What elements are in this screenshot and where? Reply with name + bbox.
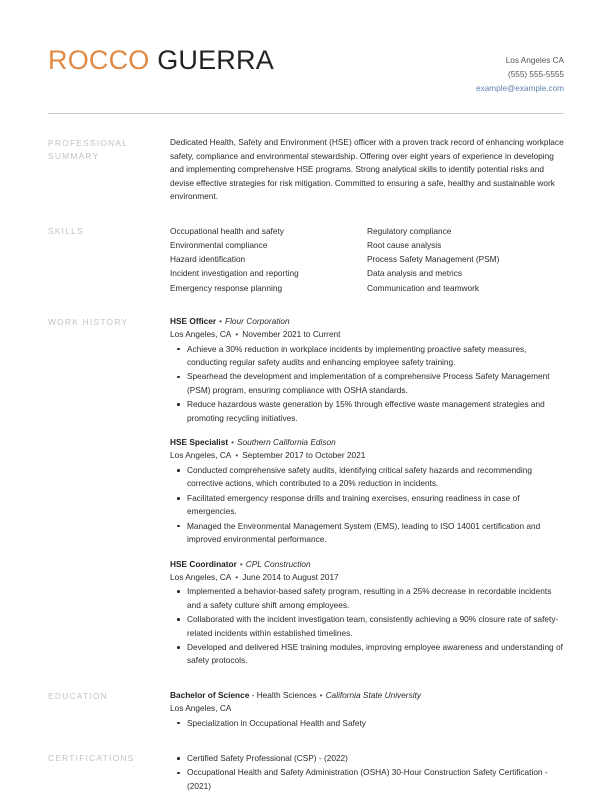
- job-bullet: Conducted comprehensive safety audits, identifying critical safety hazards and recommending corrective actions, which contributed to a 20% reduction in incidents.: [187, 464, 564, 491]
- education-bullet: Specialization in Occupational Health and Safety: [187, 717, 564, 730]
- resume-header: [48, 40, 564, 96]
- skill-item: Data analysis and metrics: [367, 268, 462, 279]
- job-bullet: Managed the Environmental Management System (EMS), leading to ISO 14001 certification and improved environmental performance.: [187, 520, 564, 547]
- contact-phone: (555) 555-5555: [508, 70, 564, 80]
- certification-item: Occupational Health and Safety Administration (OSHA) 30-Hour Construction Safety Certification - (2021): [187, 766, 564, 793]
- job-title: HSE Officer: [170, 315, 217, 326]
- section-work-history: [48, 295, 564, 669]
- candidate-first-name: ROCCO: [48, 45, 150, 75]
- job-company: Southern California Edison: [237, 437, 336, 448]
- certifications-list: [170, 752, 564, 793]
- job-bullet-list: [170, 585, 564, 668]
- skills-column-left: [170, 224, 367, 295]
- job-dates: November 2021 to Current: [242, 329, 341, 340]
- job-title: HSE Specialist: [170, 437, 229, 448]
- contact-block: [476, 46, 564, 96]
- section-label-professional-summary: PROFESSIONAL SUMMARY: [48, 138, 128, 162]
- job-dates: September 2017 to October 2021: [242, 450, 366, 461]
- job-meta-separator-dot: •: [235, 329, 239, 340]
- skill-item: Emergency response planning: [170, 282, 283, 293]
- education-body: [170, 689, 564, 731]
- job-bullet-list: [170, 343, 564, 426]
- work-history-body: [170, 315, 564, 669]
- job-bullet: Reduce hazardous waste generation by 15% through effective waste management strategies and promoting recycling initiatives.: [187, 398, 564, 425]
- job-bullet: Facilitated emergency response drills and training exercises, ensuring readiness in case of emergencies.: [187, 492, 564, 519]
- section-skills: [48, 204, 564, 295]
- job-company: Flour Corporation: [225, 315, 290, 326]
- job-bullet: Implemented a behavior-based safety program, resulting in a 25% decrease in recordable incidents and a safety culture shift among employees.: [187, 585, 564, 612]
- job-dates: June 2014 to August 2017: [242, 571, 339, 582]
- skill-item: Process Safety Management (PSM): [367, 254, 500, 265]
- education-field: - Health Sciences: [251, 689, 317, 700]
- job-bullet: Spearhead the development and implementation of a comprehensive Process Safety Management (PSM) program, ensuring compliance with OSHA standards.: [187, 370, 564, 397]
- job-meta-separator-dot: •: [235, 571, 239, 582]
- certification-item: Certified Safety Professional (CSP) - (2022): [187, 752, 564, 765]
- skills-body: [170, 224, 564, 295]
- job-meta-separator-dot: •: [235, 450, 239, 461]
- job-bullet-list: [170, 464, 564, 547]
- skills-column-right: [367, 224, 564, 295]
- skill-item: Communication and teamwork: [367, 282, 480, 293]
- candidate-name: [48, 46, 274, 76]
- summary-body: [170, 136, 564, 203]
- section-certifications: [48, 731, 564, 794]
- job-entry: [170, 558, 564, 668]
- job-separator-dot: •: [219, 315, 223, 326]
- job-entry: [170, 315, 564, 425]
- skill-item: Incident investigation and reporting: [170, 268, 299, 279]
- skill-item: Hazard identification: [170, 254, 246, 265]
- job-separator-dot: •: [231, 437, 235, 448]
- certifications-body: [170, 751, 564, 794]
- job-location: Los Angeles, CA: [170, 571, 232, 582]
- section-label-certifications: CERTIFICATIONS: [48, 752, 135, 763]
- skill-item: Occupational health and safety: [170, 225, 284, 236]
- job-location: Los Angeles, CA: [170, 329, 232, 340]
- contact-location: Los Angeles CA: [505, 56, 564, 65]
- education-degree: Bachelor of Science: [170, 689, 250, 700]
- skill-item: Environmental compliance: [170, 239, 268, 250]
- section-education: [48, 669, 564, 731]
- job-title: HSE Coordinator: [170, 558, 237, 569]
- section-label-skills: SKILLS: [48, 225, 84, 236]
- job-bullet: Developed and delivered HSE training modules, improving employee awareness and understanding of safety protocols.: [187, 641, 564, 668]
- job-location: Los Angeles, CA: [170, 450, 232, 461]
- section-label-education: EDUCATION: [48, 690, 108, 701]
- section-professional-summary: [48, 114, 564, 203]
- job-bullet: Achieve a 30% reduction in workplace incidents by implementing proactive safety measures, conducting regular safety audits and enhancing employee safety training.: [187, 343, 564, 370]
- candidate-last-name: GUERRA: [157, 45, 274, 75]
- education-location: Los Angeles, CA: [170, 703, 232, 714]
- job-company: CPL Construction: [245, 558, 311, 569]
- skill-item: Root cause analysis: [367, 239, 442, 250]
- skill-item: Regulatory compliance: [367, 225, 452, 236]
- education-separator-dot: •: [319, 689, 323, 700]
- contact-email-link[interactable]: example@example.com: [476, 84, 564, 94]
- summary-text: Dedicated Health, Safety and Environment (HSE) officer with a proven track record of enhancing workplace safety, compliance and environmental stewardship. Offering over eight years of experience in developing and implementing comprehensive HSE programs. Strong analytical skills to identify potential risks and devise effective strategies for risk mitigation. Committed to ensuring a safe, healthy and sustainable work environment.: [170, 137, 564, 202]
- job-bullet: Collaborated with the incident investigation team, consistently achieving a 90% closure rate of safety-related incidents within established timelines.: [187, 613, 564, 640]
- education-bullet-list: [170, 717, 564, 730]
- job-separator-dot: •: [239, 558, 243, 569]
- education-school: California State University: [325, 689, 422, 700]
- section-label-work-history: WORK HISTORY: [48, 316, 129, 327]
- job-entry: [170, 436, 564, 546]
